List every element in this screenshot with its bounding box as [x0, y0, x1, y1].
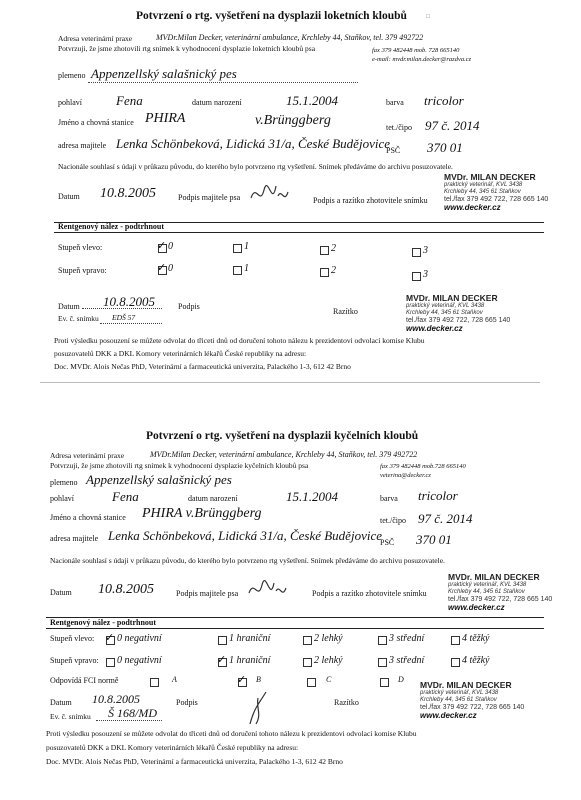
top-owner-sig-label: Podpis majitele psa	[178, 193, 241, 202]
bottom-right-grade-4-checkbox[interactable]	[451, 658, 460, 667]
bottom-right-grade-0-checkbox[interactable]	[106, 658, 115, 667]
bottom-dob-label: datum narození	[188, 494, 238, 503]
bottom-left-grade-2: 2 lehký	[314, 633, 343, 644]
bottom-confirm-text: Potvrzuji, že jsme zhotovili rtg snímek k vyhodnocení dysplazie kyčelních kloubů psa	[50, 461, 309, 470]
top-dob-value: 15.1.2004	[286, 93, 338, 108]
top-psc-label: PSČ	[386, 146, 401, 155]
bottom-email-line: veterina@decker.cz	[380, 472, 431, 479]
bottom-left-grade-2-checkbox[interactable]	[303, 636, 312, 645]
bottom-practice-label: Adresa veterinární praxe	[50, 451, 125, 460]
bottom-appeal-addr: Doc. MVDr. Alois Nečas PhD, Veterinární a farmaceutická univerzita, Palackého 1-3, 612 42 Brno	[46, 757, 343, 766]
bottom-findings-label: Rentgenový nález - podtrhnout	[50, 618, 157, 627]
bottom-tattoo-label: tet./čipo	[380, 516, 406, 525]
bottom-stamp-1: MVDr. MILAN DECKER praktický veterinář, KVL 3438 Krchleby 44, 345 61 Staňkov tel./fax 379 492 722, 728 665 140 www.decker.cz	[448, 572, 553, 612]
top-tattoo-value: 97 č. 2014	[425, 118, 480, 133]
bottom-fci-a-checkbox[interactable]	[150, 678, 159, 687]
top-right-grade-1-checkbox[interactable]	[233, 266, 242, 275]
top-eval-date-label: Datum	[58, 302, 80, 311]
bottom-psc-label: PSČ	[380, 538, 395, 547]
top-signature-label: Podpis	[178, 302, 200, 311]
bottom-fci-d-checkbox[interactable]	[380, 678, 389, 687]
top-right-grade-2-checkbox[interactable]	[320, 268, 329, 277]
bottom-left-grade-4-checkbox[interactable]	[451, 636, 460, 645]
bottom-sex-value: Fena	[112, 489, 139, 504]
top-date-value: 10.8.2005	[100, 186, 156, 201]
top-right-grade-2: 2	[331, 265, 336, 276]
top-sex-value: Fena	[116, 93, 143, 108]
bottom-right-grade-2: 2 lehký	[314, 655, 343, 666]
bottom-color-label: barva	[380, 494, 398, 503]
bottom-eval-date-label: Datum	[50, 698, 72, 707]
bottom-right-label: Stupeň vpravo:	[50, 656, 99, 665]
bottom-left-grade-1-checkbox[interactable]	[218, 636, 227, 645]
top-left-grade-3: 3	[423, 245, 428, 256]
bottom-name-value: PHIRA v.Brünggberg	[142, 506, 262, 521]
bottom-right-grade-2-checkbox[interactable]	[303, 658, 312, 667]
top-owner-value: Lenka Schönbeková, Lidická 31/a, České Budějovice	[116, 136, 390, 151]
top-right-grade-3: 3	[423, 269, 428, 280]
bottom-agree-text: Nacionále souhlasí s údaji v průkazu původu, do kterého bylo potvrzeno rtg vyšetření. Snímek předáváme do archivu posuzovatele.	[50, 556, 445, 565]
bottom-dob-value: 15.1.2004	[286, 489, 338, 504]
top-left-grade-2: 2	[331, 243, 336, 254]
top-psc-value: 370 01	[427, 140, 463, 155]
bottom-tattoo-value: 97 č. 2014	[418, 511, 473, 526]
top-fax-line: fax 379 482448 mob. 728 665140	[372, 47, 460, 54]
bottom-eval-date-value: 10.8.2005	[92, 692, 140, 706]
bottom-right-grade-0: 0 negativní	[117, 655, 162, 666]
top-owner-signature	[248, 178, 294, 214]
check-icon: ✓	[157, 261, 167, 274]
top-left-grade-0: 0	[168, 241, 173, 252]
bottom-stamp-2: MVDr. MILAN DECKER praktický veterinář, KVL 3438 Krchleby 44, 345 61 Staňkov tel./fax 379 492 722, 728 665 140 www.decker.cz	[420, 680, 525, 720]
bottom-color-value: tricolor	[418, 488, 458, 503]
top-left-label: Stupeň vlevo:	[58, 243, 103, 252]
top-right-grade-1: 1	[244, 263, 249, 274]
top-color-value: tricolor	[424, 93, 464, 108]
bottom-breed-value: Appenzellský salašnický pes	[86, 472, 232, 487]
top-breed-value: Appenzellský salašnický pes	[91, 66, 237, 81]
top-appeal-addr: Doc. MVDr. Alois Nečas PhD, Veterinární a farmaceutická univerzita, Palackého 1-3, 612 42 Brno	[54, 362, 351, 371]
bottom-left-grade-3-checkbox[interactable]	[378, 636, 387, 645]
top-name-label: Jméno a chovná stanice	[58, 118, 134, 127]
top-kennel-value: v.Brünggberg	[255, 113, 331, 128]
top-findings-label: Rentgenový nález - podtrhnout	[58, 222, 165, 231]
bottom-owner-signature	[246, 575, 290, 609]
small-mark-icon: □	[426, 13, 430, 20]
bottom-owner-value: Lenka Schönbeková, Lidická 31/a, České Budějovice	[108, 528, 382, 543]
bottom-practice-value: MVDr.Milan Decker, veterinární ambulance, Krchleby 44, Staňkov, tel. 379 492722	[150, 450, 418, 459]
check-icon: ✓	[237, 673, 247, 686]
bottom-owner-sig-label: Podpis majitele psa	[176, 589, 239, 598]
bottom-sex-label: pohlaví	[50, 494, 74, 503]
bottom-date-label: Datum	[50, 588, 72, 597]
top-title: Potvrzení o rtg. vyšetření na dysplazii loketních kloubů	[136, 10, 407, 22]
check-icon: ✓	[157, 239, 167, 252]
bottom-breed-label: plemeno	[50, 478, 78, 487]
check-icon: ✓	[105, 631, 115, 644]
top-breed-label: plemeno	[58, 71, 86, 80]
top-dob-label: datum narození	[192, 98, 242, 107]
top-appeal-text: Proti výsledku posouzení se můžete odvolat do třiceti dnů od doručení tohoto nálezu k prezidentovi odvolací komise Klubu	[54, 336, 425, 345]
bottom-left-grade-3: 3 střední	[389, 633, 425, 644]
bottom-left-label: Stupeň vlevo:	[50, 634, 95, 643]
bottom-appeal-text: Proti výsledku posouzení se můžete odvolat do třiceti dnů od doručení tohoto nálezu k prezidentovi odvolací komise Klubu	[46, 729, 417, 738]
bottom-right-grade-4: 4 těžký	[462, 655, 490, 666]
bottom-fci-b: B	[256, 675, 261, 684]
top-agree-text: Nacionále souhlasí s údaji v průkazu původu, do kterého bylo potvrzeno rtg vyšetření. Snímek předáváme do archivu posuzovatele.	[58, 162, 453, 171]
bottom-fci-c-checkbox[interactable]	[307, 678, 316, 687]
bottom-fci-c: C	[326, 675, 332, 684]
bottom-evaluator-signature	[246, 688, 272, 728]
top-practice-value: MVDr.Milan Decker, veterinární ambulance, Krchleby 44, Staňkov, tel. 379 492722	[156, 33, 424, 42]
bottom-left-grade-1: 1 hraniční	[229, 633, 271, 644]
bottom-name-label: Jméno a chovná stanice	[50, 513, 126, 522]
bottom-left-grade-0: 0 negativní	[117, 633, 162, 644]
top-stamp-label: Razítko	[333, 307, 358, 316]
top-date-label: Datum	[58, 192, 80, 201]
bottom-xray-no-value: Š 168/MD	[108, 706, 157, 720]
top-right-grade-3-checkbox[interactable]	[412, 272, 421, 281]
top-left-grade-3-checkbox[interactable]	[412, 248, 421, 257]
check-icon: ✓	[217, 653, 227, 666]
top-appeal-text2: posuzovatelů DKK a DKL Komory veterinárních lékařů České republiky na adresu:	[54, 349, 307, 358]
top-left-grade-1: 1	[244, 241, 249, 252]
bottom-fax-line: fax 379 482448 mob.728 665140	[380, 463, 466, 470]
top-right-grade-0: 0	[168, 263, 173, 274]
bottom-psc-value: 370 01	[416, 532, 452, 547]
top-stamp-1: MVDr. MILAN DECKER praktický veterinář, KVL 3438 Krchleby 44, 345 61 Staňkov tel./fax 379 492 722, 728 665 140 www.decker.cz	[444, 172, 549, 212]
bottom-date-value: 10.8.2005	[98, 582, 154, 597]
bottom-maker-sig-label: Podpis a razítko zhotovitele snímku	[312, 589, 427, 598]
bottom-fci-label: Odpovídá FCI normě	[50, 676, 119, 685]
top-xray-no-label: Ev. č. snímku	[58, 314, 99, 323]
top-practice-label: Adresa veterinární praxe	[58, 34, 133, 43]
bottom-owner-label: adresa majitele	[50, 534, 99, 543]
top-left-grade-2-checkbox[interactable]	[320, 246, 329, 255]
bottom-title: Potvrzení o rtg. vyšetření na dysplazii kyčelních kloubů	[146, 430, 419, 442]
top-confirm-text: Potvrzuji, že jsme zhotovili rtg snímek k vyhodnocení dysplazie loketních kloubů psa	[58, 44, 316, 53]
bottom-signature-label: Podpis	[176, 698, 198, 707]
bottom-right-grade-3: 3 střední	[389, 655, 425, 666]
bottom-right-grade-1: 1 hraniční	[229, 655, 271, 666]
top-stamp-2: MVDr. MILAN DECKER praktický veterinář, KVL 3438 Krchleby 44, 345 61 Staňkov tel./fax 379 492 722, 728 665 140 www.decker.cz	[406, 293, 511, 333]
top-name-value: PHIRA	[145, 111, 186, 126]
top-eval-date-value: 10.8.2005	[103, 294, 155, 309]
top-owner-label: adresa majitele	[58, 141, 107, 150]
bottom-left-grade-4: 4 těžký	[462, 633, 490, 644]
top-maker-sig-label: Podpis a razítko zhotovitele snímku	[313, 196, 428, 205]
bottom-fci-d: D	[398, 675, 404, 684]
top-sex-label: pohlaví	[58, 98, 82, 107]
top-color-label: barva	[386, 98, 404, 107]
bottom-appeal-text2: posuzovatelů DKK a DKL Komory veterinárních lékařů České republiky na adresu:	[46, 743, 299, 752]
top-xray-no-value: EDŠ 57	[112, 313, 136, 322]
top-email-line: e-mail: mvdr.milan.decker@razdva.cz	[372, 56, 472, 63]
bottom-fci-a: A	[172, 675, 177, 684]
bottom-right-grade-3-checkbox[interactable]	[378, 658, 387, 667]
top-left-grade-1-checkbox[interactable]	[233, 244, 242, 253]
top-right-label: Stupeň vpravo:	[58, 266, 107, 275]
top-tattoo-label: tet./čipo	[386, 123, 412, 132]
bottom-xray-no-label: Ev. č. snímku	[50, 712, 91, 721]
bottom-stamp-label: Razítko	[334, 698, 359, 707]
